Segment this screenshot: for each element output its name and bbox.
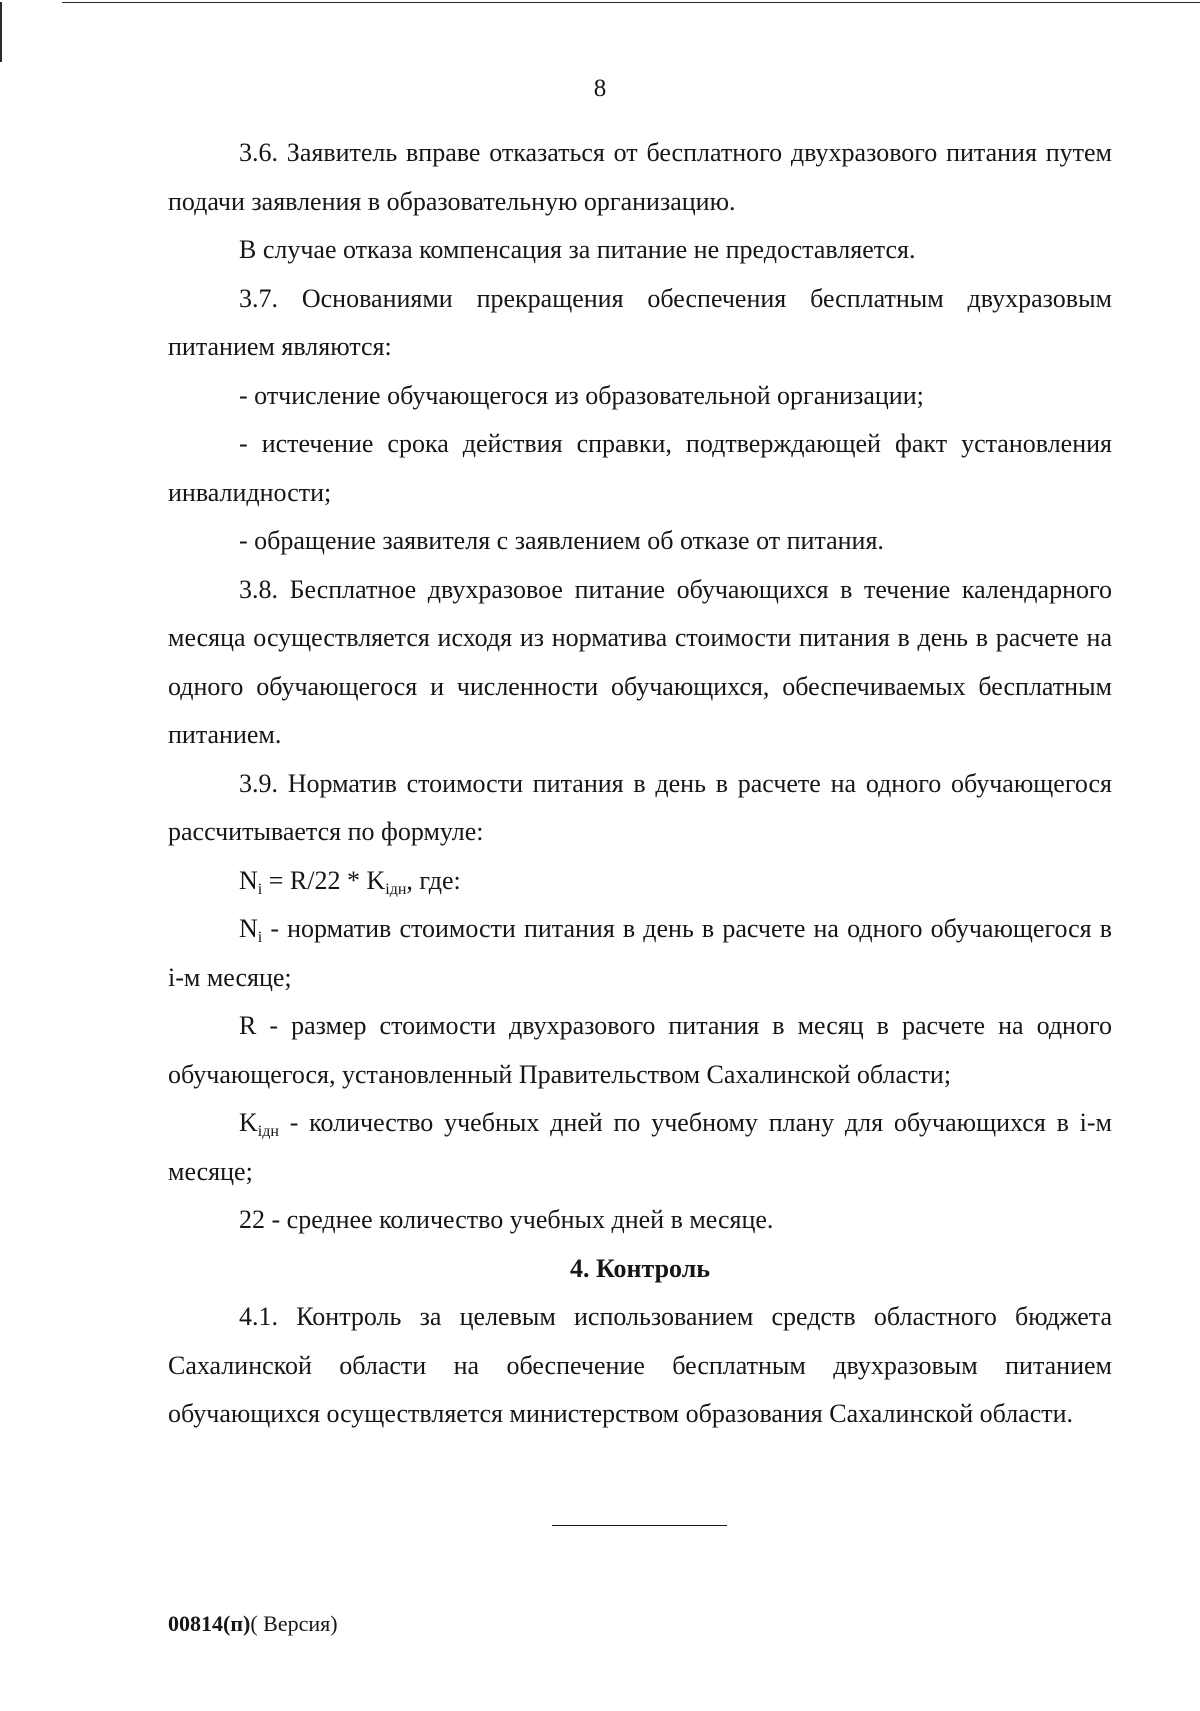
definition-ni-text: - норматив стоимости питания в день в расчете на одного обучающегося в i-м месяце; (168, 914, 1112, 992)
definition-kidn (168, 1099, 1112, 1196)
paragraph-refusal: В случае отказа компенсация за питание не предоставляется. (239, 235, 916, 264)
paragraph-3-6: 3.6. Заявитель вправе отказаться от бесплатного двухразового питания путем подачи заявления в образовательную организацию. (168, 138, 1112, 216)
list-item-refusal-request: - обращение заявителя с заявлением об отказе от питания. (239, 526, 884, 555)
paragraph-3-7: 3.7. Основаниями прекращения обеспечения бесплатным двухразовым питанием являются: (168, 283, 1112, 361)
definition-ni (168, 905, 1112, 1002)
definition-kidn-text: - количество учебных дней по учебному плану для обучающихся в i-м месяце; (168, 1108, 1112, 1186)
formula-n: N (239, 865, 258, 895)
formula-k-sub: iдн (385, 880, 407, 898)
paragraph-3-9: 3.9. Норматив стоимости питания в день в расчете на одного обучающегося рассчитывается по формуле: (168, 768, 1112, 846)
definition-average-days: 22 - среднее количество учебных дней в месяце. (239, 1205, 774, 1234)
definition-ni-sub: i (257, 929, 263, 946)
definition-kidn-sub: iдн (257, 1123, 279, 1140)
page-number: 8 (593, 75, 607, 102)
formula-suffix: , где: (406, 865, 461, 895)
formula-n-sub: i (257, 880, 263, 898)
top-border-line (62, 2, 1200, 3)
paragraph-4-1: 4.1. Контроль за целевым использованием средств областного бюджета Сахалинской области на обеспечение бесплатным двухразовым питанием обучающихся осуществляется министерством образования Сахалинской области. (168, 1302, 1112, 1428)
formula-middle: = R/22 * K (262, 865, 386, 895)
definition-kidn-symbol: K (239, 1108, 258, 1137)
definition-r: R - размер стоимости двухразового питания в месяц в расчете на одного обучающегося, установленный Правительством Сахалинской области; (168, 1011, 1112, 1089)
document-code-version: ( Версия) (250, 1611, 338, 1636)
formula (168, 857, 1112, 906)
definition-ni-symbol: N (239, 914, 258, 943)
document-code-number: 00814(п) (168, 1611, 251, 1636)
document-code (168, 1610, 338, 1638)
document-body (168, 129, 1112, 1439)
paragraph-3-8: 3.8. Бесплатное двухразовое питание обучающихся в течение календарного месяца осуществляется исходя из норматива стоимости питания в день в расчете на одного обучающегося и численности обучающихся, обеспечиваемых бесплатным питанием. (168, 574, 1112, 749)
left-border-line (0, 2, 2, 62)
end-separator-line (552, 1525, 727, 1526)
list-item-expulsion: - отчисление обучающегося из образовательной организации; (239, 380, 924, 410)
list-item-certificate-expiry: - истечение срока действия справки, подтверждающей факт установления инвалидности; (168, 429, 1112, 507)
section-heading-control: 4. Контроль (569, 1253, 711, 1283)
